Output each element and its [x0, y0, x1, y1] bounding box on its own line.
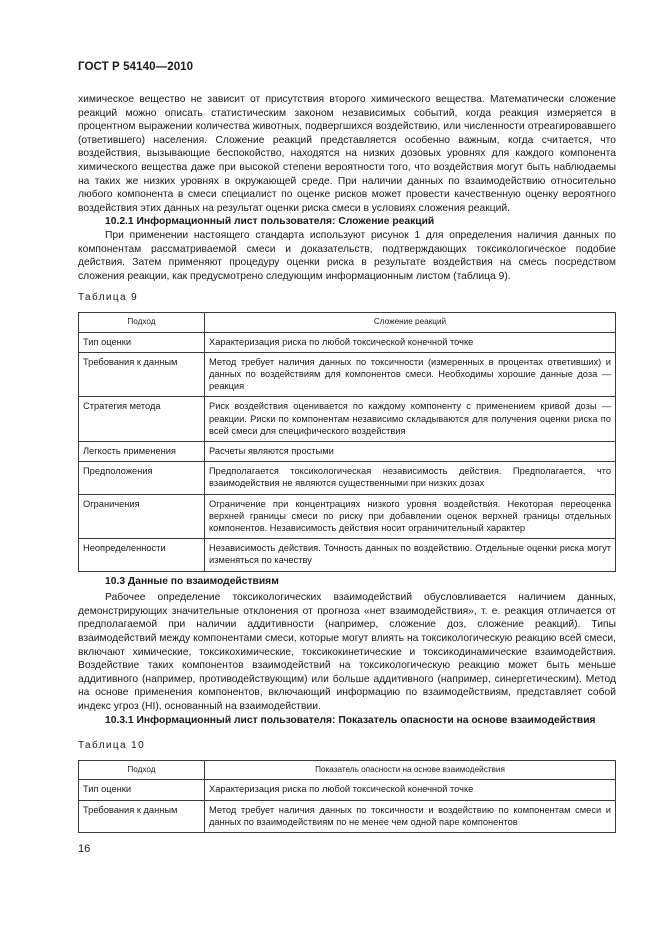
table-cell-label: Стратегия метода — [79, 397, 205, 442]
table-header-cell: Сложение реакций — [205, 313, 616, 332]
table10-caption: Таблица 10 — [78, 740, 146, 752]
table-cell-value: Характеризация риска по любой токсической конечной точке — [205, 332, 616, 352]
table-cell-label: Неопределенности — [79, 539, 205, 571]
table-cell-label: Требования к данным — [79, 352, 205, 397]
table-header-row — [79, 313, 616, 332]
table-cell-label: Легкость применения — [79, 441, 205, 461]
table-header-cell: Показатель опасности на основе взаимодействия — [205, 761, 616, 780]
table-cell-value: Характеризация риска по любой токсической конечной точке — [205, 780, 616, 800]
section-10-3-1-heading: 10.3.1 Информационный лист пользователя: Показатель опасности на основе взаимодействия — [105, 714, 596, 726]
section-10-3-paragraph: Рабочее определение токсикологических взаимодействий обусловливается наличием данных, демонстрирующих значительные отклонения от прогноза «нет взаимодействия», т. е. реакция отличается от предполагаемой при наличии аддитивности (например, сложение доз, сложение реакций). Типы взаимодействий между компонентами смеси, которые могут влиять на токсикологическую реакцию всей смеси, включают химические, токсикохимические, токсикокинетические и токсикодинамические взаимодействия. Воздействие таких компонентов взаимодействий на токсикологическую реакцию может быть меньше аддитивного (например, противодействующим) или больше аддитивного (например, синергетическим). Метод на основе применения компонентов, включающий информацию по взаимодействиям, представляет собой индекс угроз (HI), основанный на взаимодействии. — [78, 592, 616, 712]
table-row — [79, 352, 616, 397]
table-row — [79, 462, 616, 494]
table-row — [79, 494, 616, 539]
table-cell-label: Требования к данным — [79, 800, 205, 832]
table-header-row — [79, 761, 616, 780]
page-content — [78, 93, 616, 833]
table-row — [79, 780, 616, 800]
table-cell-label: Ограничения — [79, 494, 205, 539]
table-cell-value: Метод требует наличия данных по токсичности (измеренных в процентах ответивших) и данных по воздействиям для компонентов смеси. Необходимы хорошие данные доза — реакция — [205, 352, 616, 397]
table10 — [78, 760, 616, 833]
table-cell-value: Независимость действия. Точность данных по воздействию. Отдельные оценки риска могут изменяться по качеству — [205, 539, 616, 571]
table9 — [78, 312, 616, 571]
table-cell-label: Тип оценки — [79, 780, 205, 800]
table-cell-value: Расчеты являются простыми — [205, 441, 616, 461]
section-10-2-1-paragraph: При применении настоящего стандарта используют рисунок 1 для определения наличия данных по компонентам рассматриваемой смеси и доказательств, подтверждающих токсикологическое подобие действия. Затем применяют процедуру оценки риска в результате воздействия на смесь посредством сложения реакции, как предусмотрено следующим информационным листом (таблица 9). — [78, 229, 616, 282]
table-row — [79, 539, 616, 571]
table-header-cell: Подход — [79, 313, 205, 332]
table-cell-value: Метод требует наличия данных по токсичности и воздействию по компонентам смеси и данных по взаимодействиям по не менее чем одной паре компонентов — [205, 800, 616, 832]
section-10-2-1-heading: 10.2.1 Информационный лист пользователя: Сложение реакций — [105, 216, 435, 228]
table-cell-value: Риск воздействия оценивается по каждому компоненту с применением кривой дозы — реакции. Риски по компонентам независимо складываются для получения оценки риска по всей смеси для специфического воздействия — [205, 397, 616, 442]
table-row — [79, 332, 616, 352]
table-cell-label: Предположения — [79, 462, 205, 494]
intro-paragraph: химическое вещество не зависит от присутствия второго химического вещества. Математически сложение реакций можно описать статистическим законом независимых событий, когда реакция измеряется в процентном выражении количества животных, подвергшихся воздействию, или численности отреагировавшего (ответившего) населения. Сложение реакций представляется особенно важным, когда считается, что воздействия, вызывающие беспокойство, находятся на низких дозовых уровнях для каждого компонента химического вещества даже при высокой степени вероятности того, что воздействия могут быть наблюдаемы на таких же низких уровнях в окружающей среде. При наличии данных по взаимодействию относительно любого компонента в смеси специалист по оценке рисков может провести качественную оценку вероятного воздействия этих данных на результат оценки риска смеси в условиях сложения реакций. — [78, 94, 616, 214]
table9-caption: Таблица 9 — [78, 292, 139, 304]
table-row — [79, 800, 616, 832]
section-10-3-heading: 10.3 Данные по взаимодействиям — [105, 575, 279, 587]
table-row — [79, 397, 616, 442]
table-cell-label: Тип оценки — [79, 332, 205, 352]
table-cell-value: Предполагается токсикологическая независимость действия. Предполагается, что взаимодействия не являются существенными при низких дозах — [205, 462, 616, 494]
table-cell-value: Ограничение при концентрациях низкого уровня воздействия. Некоторая переоценка верхней границы смеси по риску при добавлении оценок верхней границы отдельных компонентов. Независимость действия носит ограничительный характер — [205, 494, 616, 539]
table-row — [79, 441, 616, 461]
table-header-cell: Подход — [79, 761, 205, 780]
page-number: 16 — [78, 843, 91, 855]
standard-header: ГОСТ Р 54140—2010 — [78, 61, 194, 73]
